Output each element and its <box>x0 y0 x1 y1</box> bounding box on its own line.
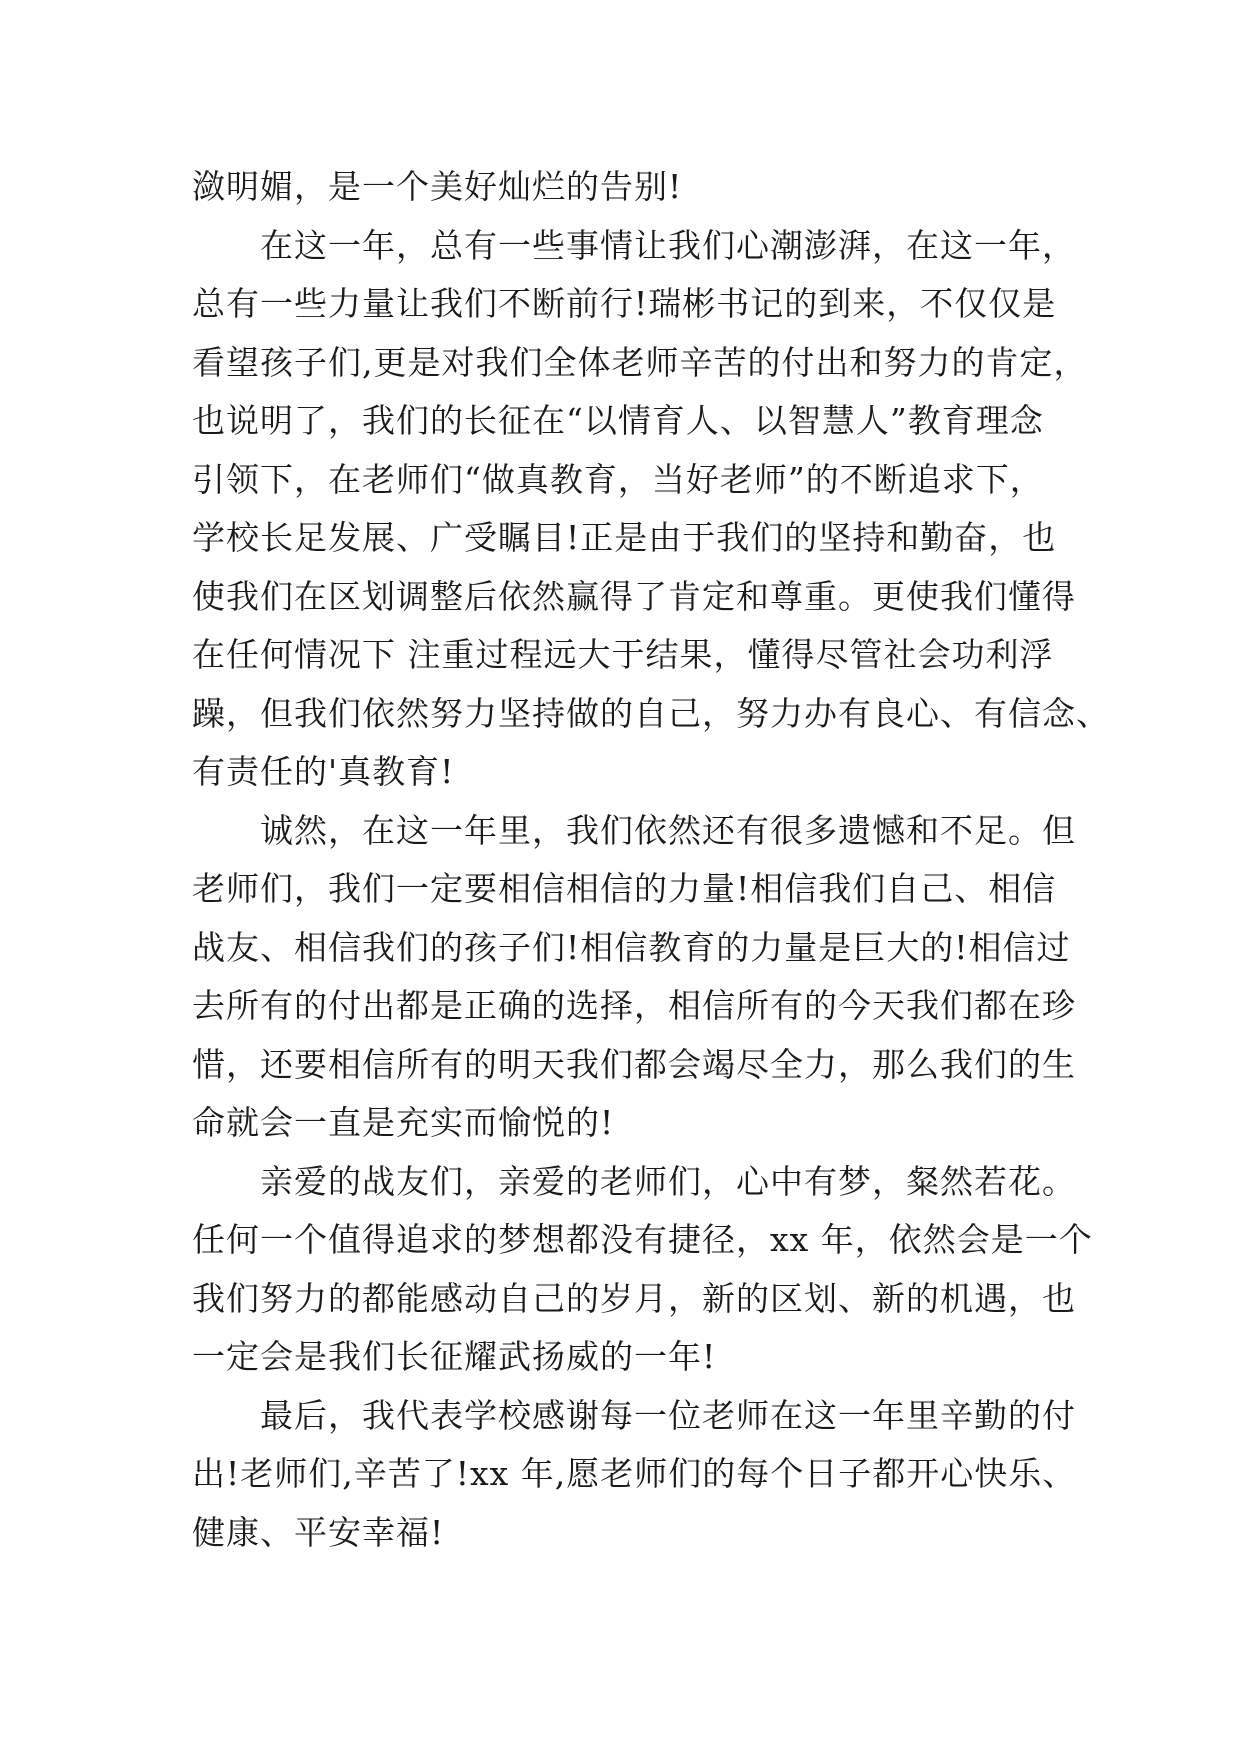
text-line: 战友、相信我们的孩子们!相信教育的力量是巨大的!相信过 <box>192 927 1071 967</box>
text-line: 诚然，在这一年里，我们依然还有很多遗憾和不足。但 <box>192 810 1076 850</box>
text-line: 躁，但我们依然努力坚持做的自己，努力办有良心、有信念、 <box>192 693 1110 733</box>
text-line: 一定会是我们长征耀武扬威的一年! <box>192 1337 717 1376</box>
text-line: 健康、平安幸福! <box>192 1512 445 1552</box>
text-line: 在这一年，总有一些事情让我们心潮澎湃，在这一年， <box>192 225 1076 265</box>
document-body <box>192 158 1110 1562</box>
text-line: 引领下，在老师们“做真教育，当好老师”的不断追求下， <box>192 459 1044 499</box>
text-line: 潋明媚，是一个美好灿烂的告别! <box>192 167 683 206</box>
text-line: 也说明了，我们的长征在“以情育人、以智慧人”教育理念 <box>192 401 1044 440</box>
text-line: 亲爱的战友们，亲爱的老师们，心中有梦，粲然若花。 <box>192 1161 1076 1201</box>
text-line: 最后，我代表学校感谢每一位老师在这一年里辛勤的付 <box>192 1395 1076 1435</box>
text-line: 看望孩子们,更是对我们全体老师辛苦的付出和努力的肯定， <box>192 342 1088 382</box>
text-line: 有责任的'真教育! <box>192 752 455 791</box>
text-line: 在任何情况下 注重过程远大于结果，懂得尽管社会功利浮 <box>192 635 1054 674</box>
text-line: 命就会一直是充实而愉悦的! <box>192 1103 615 1142</box>
text-line: 任何一个值得追求的梦想都没有捷径，xx 年，依然会是一个 <box>192 1220 1093 1259</box>
text-line: 去所有的付出都是正确的选择，相信所有的今天我们都在珍 <box>192 986 1076 1025</box>
text-line: 总有一些力量让我们不断前行!瑞彬书记的到来，不仅仅是 <box>192 284 1057 323</box>
text-line: 老师们，我们一定要相信相信的力量!相信我们自己、相信 <box>192 869 1057 908</box>
text-line: 学校长足发展、广受瞩目!正是由于我们的坚持和勤奋，也 <box>192 518 1057 557</box>
text-line: 惜，还要相信所有的明天我们都会竭尽全力，那么我们的生 <box>192 1044 1076 1084</box>
text-line: 出!老师们,辛苦了!xx 年,愿老师们的每个日子都开心快乐、 <box>192 1454 1077 1493</box>
text-line: 使我们在区划调整后依然赢得了肯定和尊重。更使我们懂得 <box>192 576 1076 616</box>
text-line: 我们努力的都能感动自己的岁月，新的区划、新的机遇，也 <box>192 1278 1076 1318</box>
